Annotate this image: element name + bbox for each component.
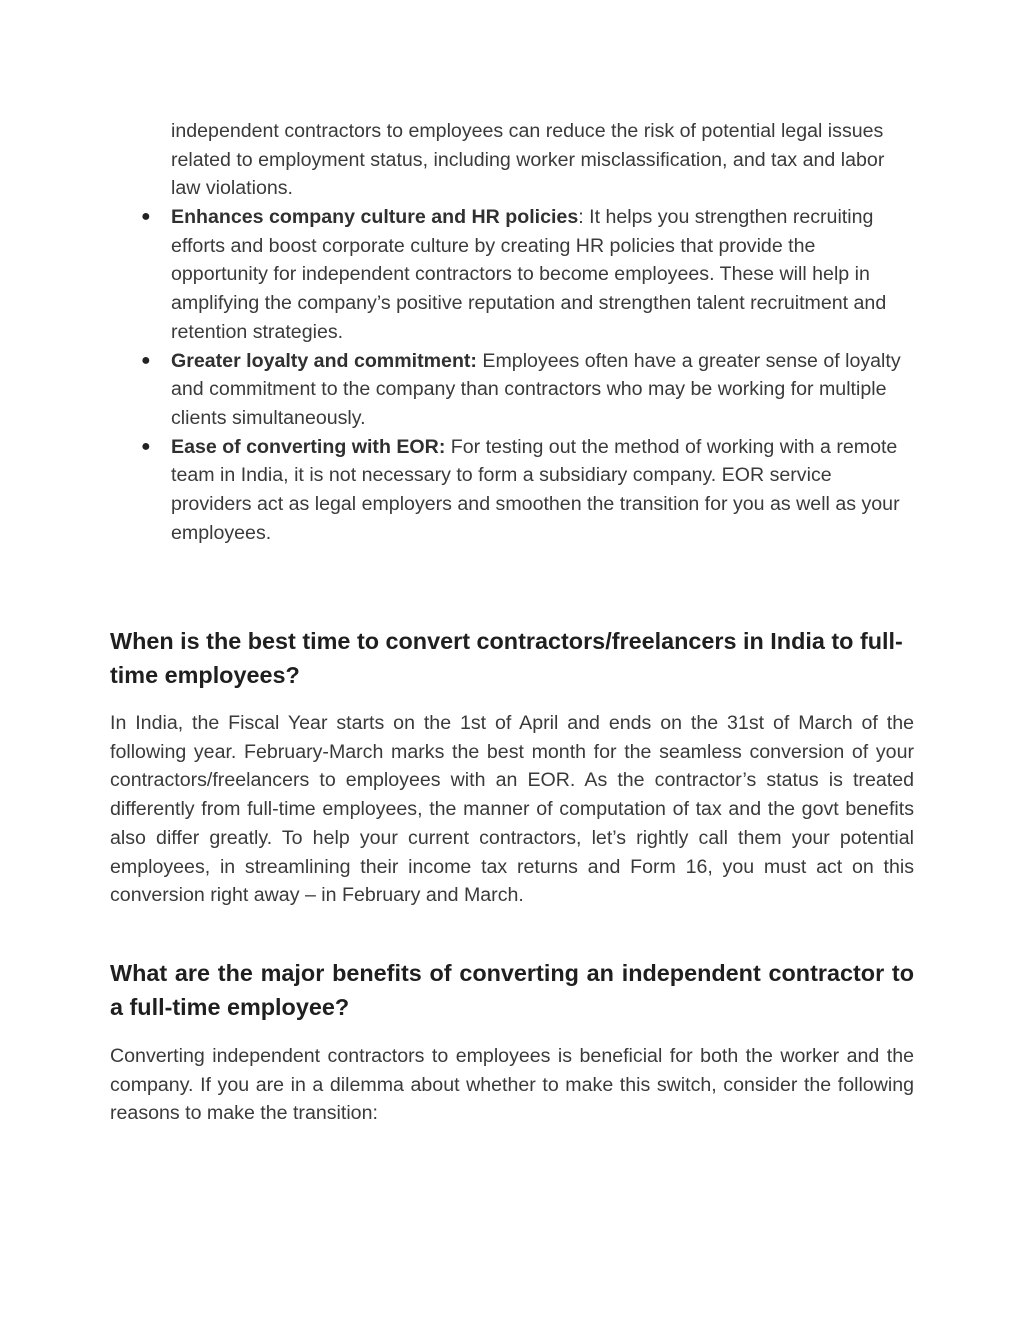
converting-paragraph: Converting independent contractors to employees is beneficial for both the worker and the company. If you are in a dilemma about whether to make this switch, consider the following reasons to make the transition: — [110, 1045, 914, 1125]
bullet-title: Enhances company culture and HR policies — [171, 206, 579, 228]
bullet-icon: ● — [141, 437, 151, 455]
list-item — [141, 203, 916, 347]
bullet-title: Greater loyalty and commitment: — [171, 349, 477, 372]
fiscal-year-paragraph: In India, the Fiscal Year starts on the 1st of April and ends on the 31st of March of the following year. February-March marks the best month for the seamless conversion of your contractors/freelancers to employees with an EOR. As the contractor’s status is treated differently from full-time employees, the manner of computation of tax and the govt benefits also differ greatly. To help your current contractors, let’s rightly call them your potential employees, in streamlining their income tax returns and Form 16, you must act on this conversion right away – in February and March. — [110, 712, 914, 907]
bullet-text: Employees often have a greater sense of loyalty and commitment to the company than contractors who may be working for multiple clients simultaneously. — [171, 349, 901, 429]
bullet-icon: ● — [141, 208, 151, 225]
bullet-separator: : — [578, 206, 584, 228]
bullet-icon: ● — [141, 351, 151, 369]
bullet-text: It helps you strengthen recruiting efforts and boost corporate culture by creating HR policies that provide the opportunity for independent contractors to become employees. These will help in amplifying the company’s positive reputation and strengthen talent recruitment and retention strategies. — [171, 206, 887, 343]
bullet-text: For testing out the method of working with a remote team in India, it is not necessary to form a subsidiary company. EOR service providers act as legal employers and smoothen the transition for you as well as your employees. — [171, 435, 900, 544]
section-heading-benefits: What are the major benefits of converting an independent contractor to a full-time employee? — [110, 960, 914, 1020]
section-heading-best-time: When is the best time to convert contractors/freelancers in India to full-time employees? — [110, 628, 903, 688]
bullet-title: Ease of converting with EOR: — [171, 435, 446, 458]
benefits-bullet-list — [141, 203, 916, 547]
list-item — [141, 347, 916, 433]
continuation-text: independent contractors to employees can reduce the risk of potential legal issues related to employment status, including worker misclassification, and tax and labor law violations. — [171, 120, 885, 200]
list-item — [141, 433, 916, 548]
